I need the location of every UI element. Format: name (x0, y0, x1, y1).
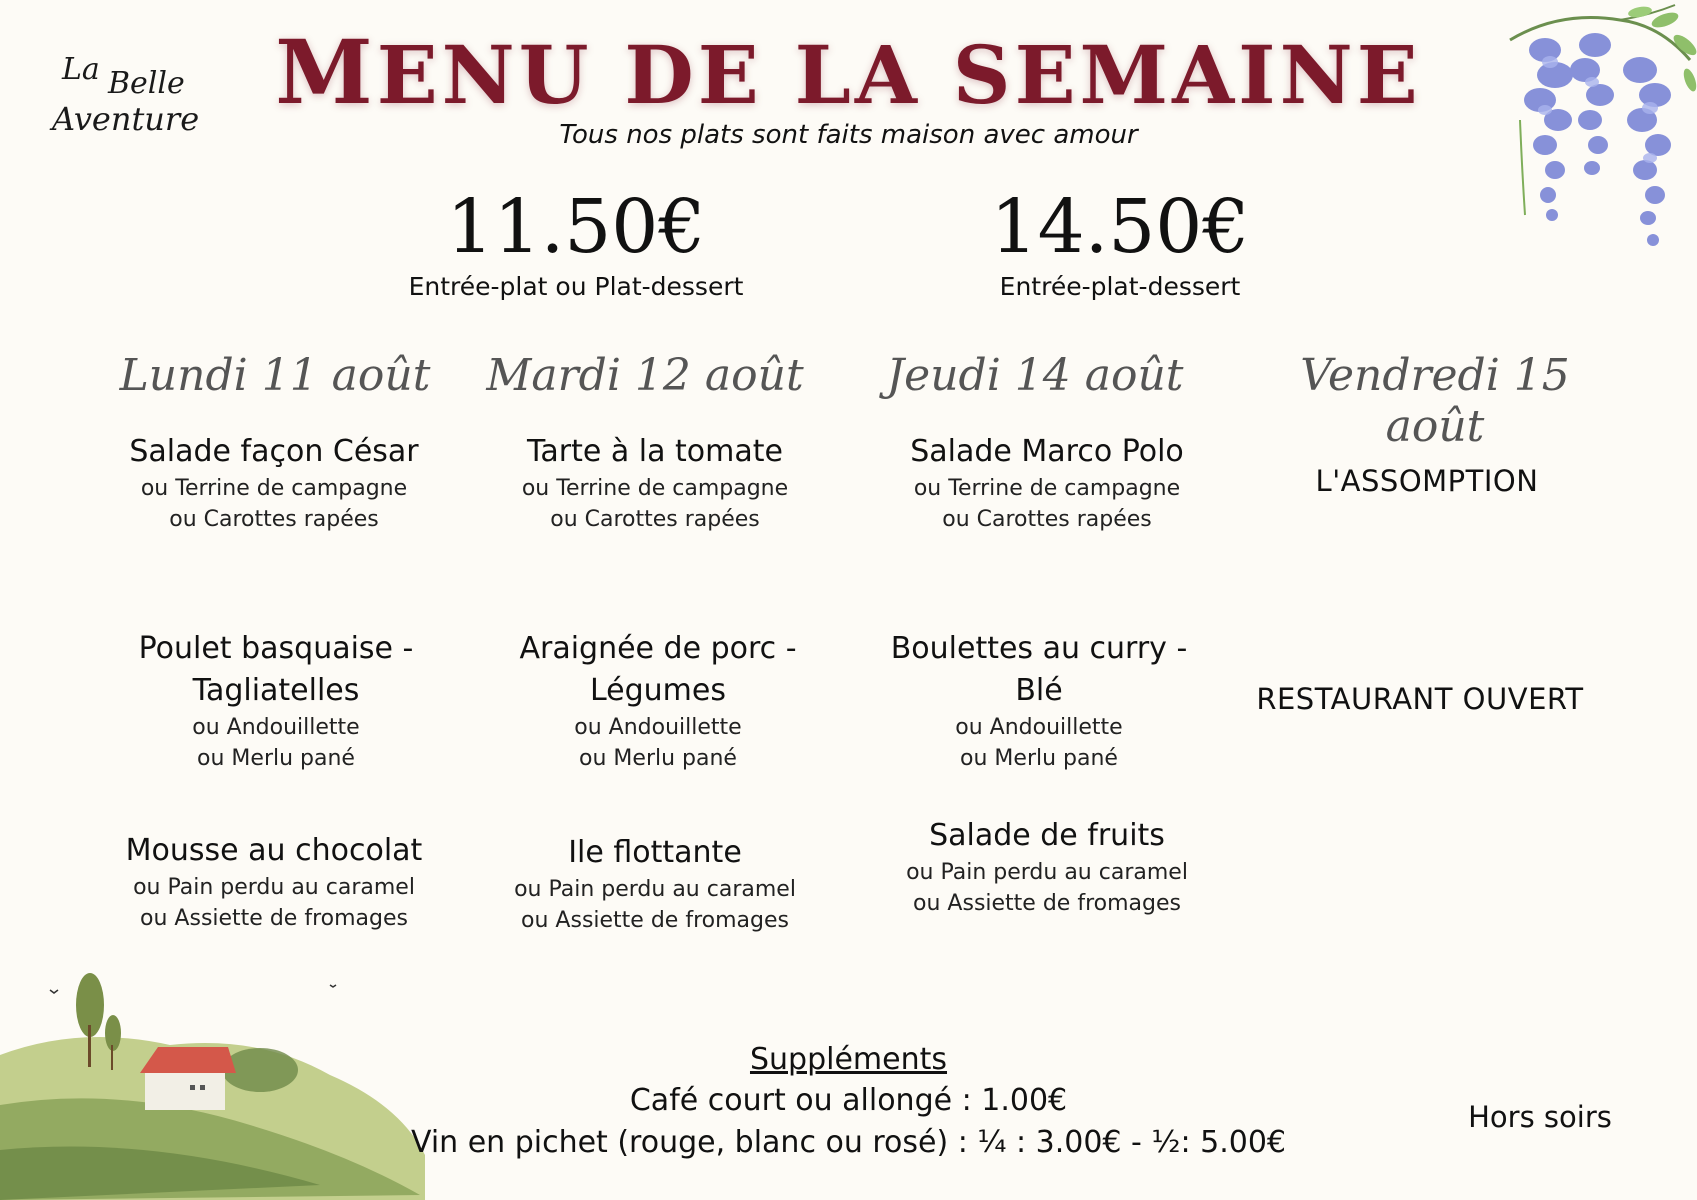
day-heading-friday: Vendredi 15 août (1300, 350, 1570, 452)
dish-name-line: Tagliatelles (192, 673, 360, 708)
main-course-tuesday (458, 628, 858, 774)
starter-monday (74, 431, 474, 535)
hors-soirs-note: Hors soirs (1468, 1100, 1612, 1134)
holiday-note: L'ASSOMPTION (1315, 464, 1539, 498)
day-heading-thursday: Jeudi 14 août (886, 350, 1184, 401)
starter-tuesday (455, 431, 855, 535)
supplements-title: Suppléments (749, 1042, 948, 1077)
price-formula-2: 14.50€ (990, 184, 1250, 270)
dish-alternative: ou Assiette de fromages (140, 906, 408, 931)
day-heading-tuesday: Mardi 12 août (486, 350, 804, 401)
dish-alternative: ou Pain perdu au caramel (906, 860, 1188, 885)
dish-alternative: ou Terrine de campagne (140, 476, 408, 501)
dessert-tuesday (455, 832, 855, 936)
supplement-coffee: Café court ou allongé : 1.00€ (629, 1083, 1068, 1118)
supplement-wine: Vin en pichet (rouge, blanc ou rosé) : ¼ : 3.00€ - ½: 5.00€ (410, 1125, 1287, 1160)
dish-alternative: ou Terrine de campagne (913, 476, 1181, 501)
main-course-monday (76, 628, 476, 774)
dish-name-line: Légumes (589, 673, 726, 708)
dish-alternative: ou Merlu pané (960, 746, 1118, 771)
dessert-thursday (847, 815, 1247, 919)
dish-alternative: ou Terrine de campagne (521, 476, 789, 501)
price-formula-2-description: Entrée-plat-dessert (999, 272, 1241, 301)
logo-word-aventure: Aventure (52, 100, 200, 138)
dish-alternative: ou Carottes rapées (550, 507, 760, 532)
dish-name: Ile flottante (568, 835, 742, 870)
dish-name-line: Boulettes au curry - (890, 631, 1188, 666)
day-heading-monday: Lundi 11 août (119, 350, 431, 401)
dish-name: Salade Marco Polo (910, 434, 1184, 469)
dessert-monday (74, 830, 474, 934)
wisteria-illustration (1500, 0, 1697, 265)
dish-name: Mousse au chocolat (125, 833, 423, 868)
dish-alternative: ou Carottes rapées (942, 507, 1152, 532)
logo-word-belle: Belle (108, 66, 185, 101)
dish-name-line: Blé (1015, 673, 1063, 708)
page-title-initial: M (275, 20, 377, 124)
starter-thursday (847, 431, 1247, 535)
dish-name: Salade façon César (129, 434, 419, 469)
logo-word-la: La (62, 52, 100, 87)
dish-alternative: ou Merlu pané (197, 746, 355, 771)
dish-alternative: ou Assiette de fromages (521, 908, 789, 933)
dish-alternative: ou Carottes rapées (169, 507, 379, 532)
page-subtitle: Tous nos plats sont faits maison avec amour (559, 120, 1138, 150)
dish-name-line: Araignée de porc - (519, 631, 797, 666)
dish-name: Salade de fruits (929, 818, 1165, 853)
dish-alternative: ou Pain perdu au caramel (133, 875, 415, 900)
dish-alternative: ou Andouillette (574, 715, 742, 740)
dish-alternative: ou Andouillette (955, 715, 1123, 740)
dish-alternative: ou Andouillette (192, 715, 360, 740)
dish-name-line: Poulet basquaise - (138, 631, 414, 666)
page-title-rest: ENU DE LA SEMAINE (376, 28, 1422, 122)
price-formula-1: 11.50€ (446, 184, 706, 270)
dish-alternative: ou Assiette de fromages (913, 891, 1181, 916)
price-formula-1-description: Entrée-plat ou Plat-dessert (408, 272, 744, 301)
dish-alternative: ou Pain perdu au caramel (514, 877, 796, 902)
dish-name: Tarte à la tomate (527, 434, 783, 469)
dish-alternative: ou Merlu pané (579, 746, 737, 771)
restaurant-open-note: RESTAURANT OUVERT (1256, 682, 1584, 716)
main-course-thursday (839, 628, 1239, 774)
